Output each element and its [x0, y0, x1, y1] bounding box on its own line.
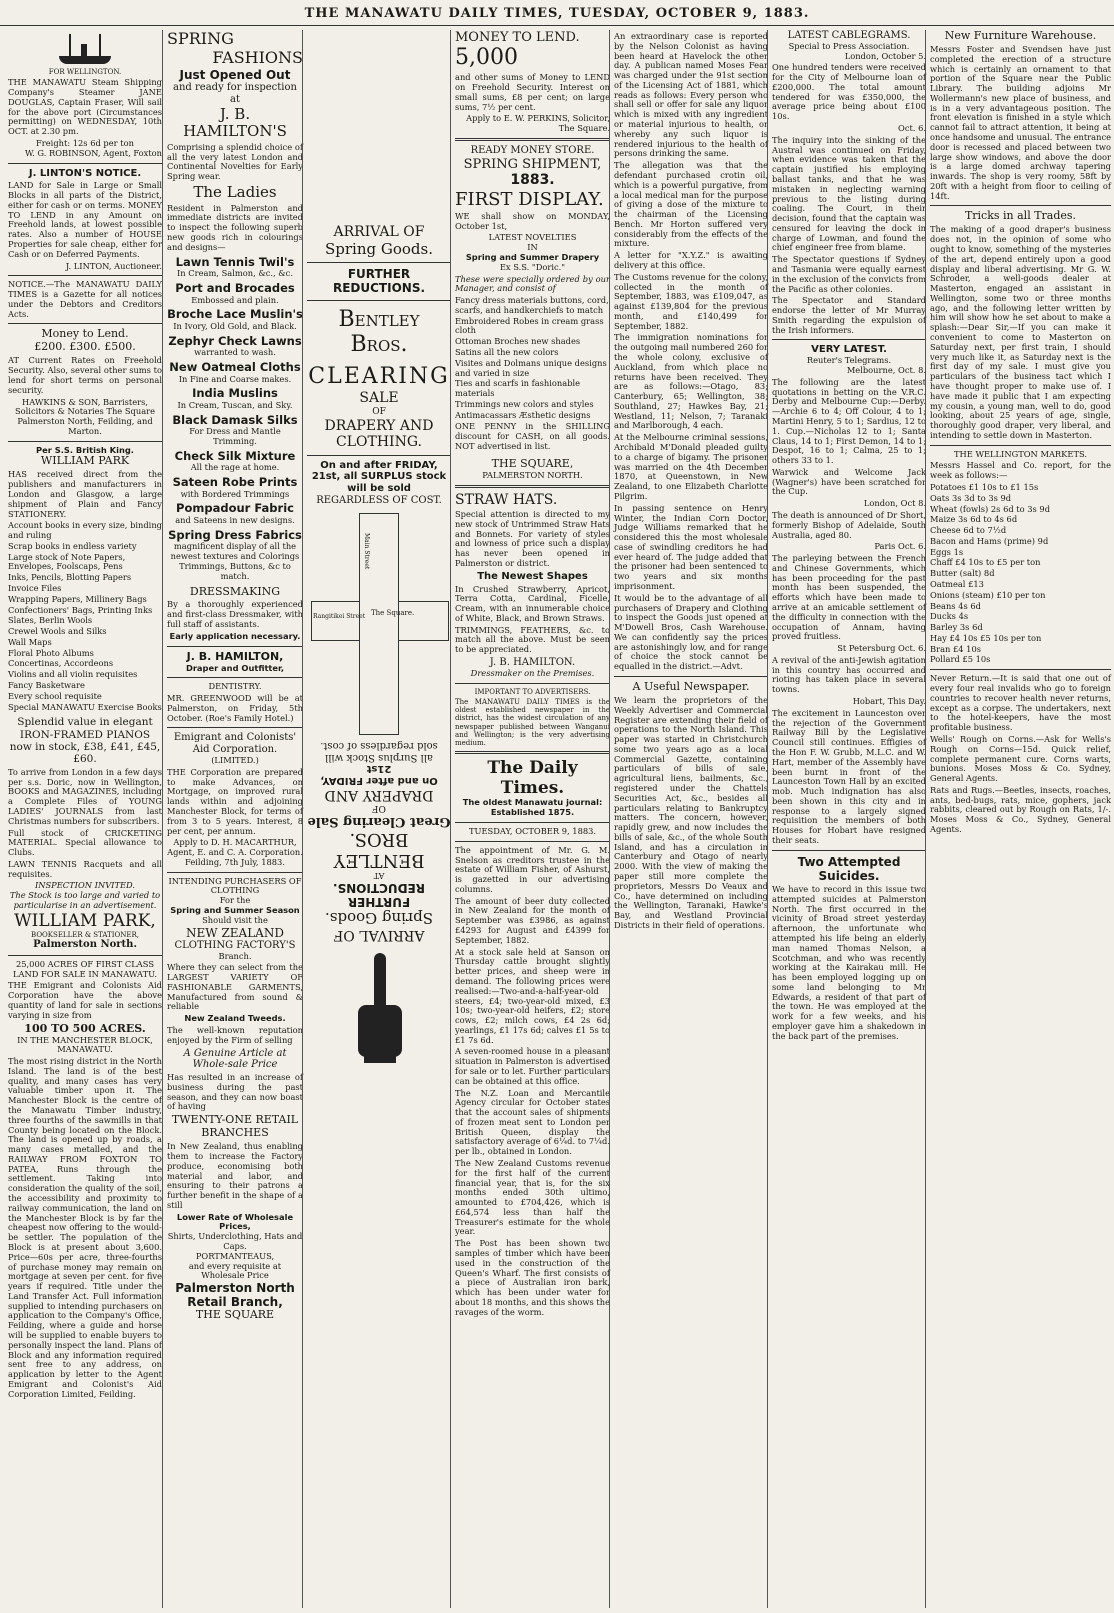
list-item: Wrapping Papers, Millinery Bags: [8, 593, 147, 604]
wellknown: The well-known reputation enjoyed by the Firm of selling: [167, 1024, 303, 1045]
list-item: Large stock of Note Papers, Envelopes, Foolscaps, Pens: [8, 551, 126, 572]
cable-item: The parleying between the French and Chinese Governments, which has been proceeding for the past month has been suspended, the efforts which have been made to arrive at an amicable settlement of the difficulty in connection with the occupation of Annam, having proved fruitless.: [772, 553, 926, 642]
hamilton2: J. B. HAMILTON,: [186, 649, 284, 663]
tweeds: New Zealand Tweeds.: [184, 1013, 286, 1024]
everyreq: and every requisite at Wholesale Price: [188, 1260, 282, 1281]
spring: SPRING: [167, 30, 234, 48]
goods-name: New Oatmeal Cloths: [169, 359, 301, 374]
money-amount: 5,000: [455, 45, 518, 71]
dentistry: DENTISTRY.: [208, 681, 262, 692]
useful-title: A Useful Newspaper.: [632, 680, 750, 693]
clearing: CLEARING: [308, 364, 450, 390]
dateline: Paris Oct. 6.: [874, 541, 926, 552]
we-shall: WE shall show on MONDAY, October 1st,: [455, 210, 610, 231]
column-7: [925, 30, 1114, 1608]
column-5: [609, 30, 772, 1608]
drapery-title: Spring and Summer Drapery: [465, 251, 600, 262]
regardless: REGARDLESS OF COST.: [316, 494, 442, 506]
dressmaking: DRESSMAKING: [189, 584, 281, 598]
list-item: Butter (salt) 8d: [930, 568, 995, 579]
very-latest: VERY LATEST.: [811, 344, 887, 356]
dateline: London, Oct 8.: [863, 498, 926, 509]
news-item: The Customs revenue for the colony, collected in the month of September, 1883, was £109,047, as against £139,804 for the previous month, and £140,499 for September, 1882.: [614, 271, 768, 331]
cable-item: The excitement in Launceston over the rejection of the Government Railway Bill by the Legislative Council still continues. Effigies of the Hon F. W. Grubb, M.L.C. and W. Hart, member of the Assembly have been burnt in front of the Launceston Town Hall by an excited mob. Much indignation has also been shown in this city and in response to a largely signed requisition the members of both Houses for Hobart have resigned their seats.: [772, 707, 926, 845]
flip-of: OF: [372, 803, 386, 814]
portmanteaus: PORTMANTEAUS,: [195, 1250, 275, 1261]
news-item: It would be to the advantage of all purchasers of Drapery and Clothing to inspect the Goods just opened at M'Dowell Bros, Cash Warehouse. We can confidently say the prices are astonishingly low, and for range of choice the stock cannot be equalled in the district.—Advt.: [614, 592, 768, 672]
news-item: The allegation was that the defendant purchased crotin oil, which is a powerful purgative, from a local medical man for the purpose of giving a dose of the mixture to the chairman of the Licensing Bench. Mr Horton suffered very considerably from the effects of the mixture.: [614, 160, 768, 249]
arrival-ad: [307, 224, 451, 507]
column-3: [302, 30, 455, 1608]
where: Where they can select from the LARGEST VARIETY OF FASHIONABLE GARMENTS, Manufactured from sound & reliable: [167, 962, 303, 1012]
books-text: To arrive from London in a few days per s.s. Doric, now in Wellington, BOOKS and MAGAZINES, including a Complete Files of YOUNG LADIES' JOURNALS from last Christmas numbers for subscribers.: [8, 766, 162, 826]
just-opened: Just Opened Out: [179, 67, 291, 82]
flip-drapery: DRAPERY AND: [324, 786, 434, 803]
money-apply: Apply to E. W. PERKINS, Solicitor, The Square.: [466, 113, 610, 134]
money-lend-text: and other sums of Money to LEND on Freehold Security. Interest on small sums, £8 per cent; on large sums, 7½ per cent.: [455, 72, 610, 112]
hamilton: J. B. HAMILTON'S: [183, 104, 287, 141]
pianos: Splendid value in elegant IRON-FRAMED PIANOS now in stock, £38, £41, £45, £60.: [9, 716, 161, 766]
markets-title: THE WELLINGTON MARKETS.: [953, 448, 1087, 459]
goods-name: Spring Dress Fabrics: [168, 527, 302, 542]
news-item: At a stock sale held at Sanson on Thursday cattle brought slightly better prices, and sheep were in demand. The following prices were realised:—Two-and-a-half-year-old steers, £4; two-year-old mixed, £3 10s; two-year-old heifers, £2; store cows, £2; milch cows, £4 2s 6d; yearlings, £1 17s 6d; calves £1 5s to £1 7s 6d.: [455, 946, 610, 1045]
limited: (LIMITED.): [211, 755, 259, 766]
list-item: Inks, Pencils, Blotting Papers: [8, 572, 132, 583]
cable-item: A revival of the anti-Jewish agitation in this country has occurred and rioting has taken place in several towns.: [772, 654, 926, 695]
arrival-ad-inverted: [307, 739, 451, 943]
arrival-line1: ARRIVAL OF: [333, 224, 425, 240]
acres-body: The most rising district in the North Island. The land is of the best quality, and many cases has very valuable timber upon it. The Manchester Block is the centre of the Manawatu Timber industry, three fourths of the sawmills in that County being located on the Block. The land is opened up by roads, a many cases metalled, and the RAILWAY FROM FOXTON TO PATEA, Runs through the settlement. Taking into consideration the quality of the soil, the accessibility and proximity to railway communication, the land on the Manchester Block is by far the cheapest now offering to the would-be settler. The population of the Block is at present about 3,600. Price—60s per acre, three-fourths of purchase money may remain on mortgage at seven per cent. for five years if required. Title under the Land Transfer Act. Full information supplied to intending purchasers on application to the Company's Office, Feilding, where a guide and horse will be supplied to enable buyers to personally inspect the land. Plans of Block and any information required sent free to any address, on application by letter to the Agent Emigrant and Colonist's Aid Corporation Limited, Feilding.: [8, 1056, 162, 1399]
cable-item: One hundred tenders were received for the City of Melbourne loan of £200,000. The total amount tendered for was £350,000, the average price being about £100 10s.: [772, 62, 926, 122]
list-item: Trimmings new colors and styles: [455, 398, 594, 409]
wells-corns: Wells' Rough on Corns.—Ask for Wells's Rough on Corns—15d. Quick relief, complete permanent cure. Corns warts, bunions. Moses Moss & Co. Sydney, General Agents.: [930, 733, 1111, 784]
list-item: Satins all the new colors: [455, 347, 559, 357]
dress-text: By a thoroughly experienced and first-class Dressmaker, with full staff of assistants.: [167, 599, 303, 630]
flip-bentley: BENTLEY BROS.: [333, 828, 425, 871]
list-item: Scrap books in endless variety: [8, 540, 137, 551]
dateline: Melbourne, Oct. 8.: [846, 365, 926, 376]
list-item: Barley 3s 6d: [930, 622, 983, 633]
goods-desc: with Bordered Trimmings: [180, 488, 290, 499]
bentley-bros: Bentley Bros.: [338, 306, 420, 358]
pointing-hand-icon: [344, 953, 414, 1063]
goods-desc: and Sateens in new designs.: [175, 515, 295, 526]
linton-title: J. LINTON'S NOTICE.: [28, 167, 142, 179]
dateline: Hobart, This Day.: [852, 696, 926, 707]
money-text: AT Current Rates on Freehold Security. Also, several other sums to lend for short terms on personal security.: [8, 355, 162, 395]
goods-name: Black Damask Silks: [172, 412, 298, 427]
goods-desc: In Ivory, Old Gold, and Black.: [173, 320, 297, 331]
list-item: Antimacassars Æsthetic designs: [455, 409, 591, 420]
list-item: Fancy Basketware: [8, 680, 85, 691]
first-display: FIRST DISPLAY.: [455, 188, 604, 210]
flip-arrival: ARRIVAL OF: [333, 926, 425, 943]
latest-novelties: LATEST NOVELTIES: [488, 232, 577, 243]
list-item: Wall Maps: [8, 636, 52, 647]
branches-text: In New Zealand, thus enabling them to increase the Factory produce, economising both material and labor, and ensuring to their patrons a further benefit in the shape of a still: [167, 1141, 303, 1210]
park-big: WILLIAM PARK,: [14, 910, 156, 931]
agent: W. G. ROBINSON, Agent, Foxton: [25, 147, 162, 158]
map-label-square: The Square.: [371, 608, 415, 617]
list-item: Visites and Dolmans unique designs and varied in size: [455, 357, 607, 378]
list-item: Hay £4 10s £5 10s per ton: [930, 632, 1042, 643]
park-sub: BOOKSELLER & STATIONER,: [31, 930, 139, 939]
flip-surplus: all Surplus Stock will: [325, 751, 433, 763]
square: THE SQUARE: [195, 1308, 275, 1322]
gazette-notice: NOTICE.—The MANAWATU DAILY TIMES is a Gazette for all notices under the Debtors and Creditors Acts.: [8, 279, 162, 319]
flip-great: Great Clearing Sale: [307, 813, 451, 829]
goods-desc: In Fine and Coarse makes.: [178, 373, 292, 384]
corp-text: THE Corporation are prepared to make Advances, on Mortgage, on improved rural lands within and adjoining Manchester Block, for terms of from 3 to 5 years. Interest, 8 per cent, per annum.: [167, 766, 303, 836]
list-item: Ducks 4s: [930, 611, 969, 622]
shipment: SPRING SHIPMENT,: [463, 156, 602, 172]
tricks-text: The making of a good draper's business does not, in the opinion of some who ought to know, something of the mysteries of the art, depend entirely upon a good display and liberal advertising. Mr G. W. Schroder, a well-goods dealer at Masterton, engaged an assistant in Wellington, some two or three months ago, and the following letter written by him will show how he set about to make a splash:—Dear Sir,—If you can make it convenient to come to Masterton on Saturday next, per first train, I should very much like it, as Saturday next is the first day of my sale. I must give you particulars of the business tact which I have thought proper to make use of. I have made it public that I am expecting my cousin, a young man, well to do, good looking, about 25 years of age, single, thoroughly good draper, very liberal, and intending to settle down in Masterton.: [930, 224, 1111, 440]
ladies: The Ladies: [193, 183, 277, 201]
map-label-rangitikei: Rangitikei Street: [313, 612, 366, 620]
map-label-main: Main Street: [363, 532, 371, 570]
latest-cablegrams: LATEST CABLEGRAMS.: [787, 30, 911, 41]
dentist-text: MR. GREENWOOD will be at Palmerston, on Friday, 5th October. (Roe's Family Hotel.): [167, 693, 303, 723]
important-title: IMPORTANT TO ADVERTISERS.: [474, 687, 591, 696]
list-item: Invoice Files: [8, 582, 62, 593]
suicides-text: We have to record in this issue two attempted suicides at Palmerston North. The first occurred in the vicinity of Broad street yesterday afternoon, the unfortunate who attempted his life being an elderly man named Thomas Nelson, a Scotchman, and who was recently working at the Kairakau mill. He has been employed logging up on some land belonging to Mr Edwards, a resident of that part of the town. He was employed at the work for a few weeks, and his employer gave him a shakedown in the back part of the premises.: [772, 884, 926, 1041]
furniture-text: Messrs Foster and Svendsen have just completed the erection of a structure which is certainly an ornament to that portion of the Square near the Public Library. The building adjoins Mr Wollermann's new place of business, and is in a very advantageous position. The front elevation is finished in a style which cannot fail to attract attention, it being at once handsome and unusual. The entrance door is recessed and placed between two large show windows, and above the door is a large domed archway tapering inwards. The shop is very roomy, 58ft by 20ft with a height from floor to ceiling of 14ft.: [930, 43, 1111, 201]
shirts: Shirts, Underclothing, Hats and Caps.: [167, 1231, 303, 1252]
goods-desc: Embossed and plain.: [191, 294, 279, 305]
intending: INTENDING PURCHASERS OF CLOTHING: [168, 875, 302, 896]
list-item: Pollard £5 10s: [930, 654, 991, 665]
news-item: The immigration nominations for the outgoing mail numbered 260 for the whole colony, exclusive of Auckland, from which place no returns have been received. They are as follows:—Otago, 83; Canterbury, 65; Wellington, 38; Southland, 27; Hawkes Bay, 21; Westland, 11; Nelson, 7; Taranaki and Marlborough, 4 each.: [614, 332, 768, 431]
oldest-journal: The oldest Manawatu journal: Established 1875.: [462, 797, 603, 818]
news-item: An extraordinary case is reported by the Nelson Colonist as having been heard at Havelock the other day. A publican named Moses Fear was charged under the 91st section of the Licensing Act of 1881, which reads as follows: Every person who shall sell or offer for sale any liquor which is mixed with any ingredient or material injurious to health, or whereby any such liquor is rendered injurious to the health of persons drinking the same.: [614, 31, 768, 159]
news-item: A seven-roomed house in a pleasant situation in Palmerston is advertised for sale or to let. Further particulars can be obtained at this office.: [455, 1046, 610, 1086]
suicides-title: Two Attempted Suicides.: [797, 854, 901, 883]
reuters: Reuter's Telegrams.: [806, 355, 892, 366]
list-item: Every school requisite: [8, 690, 102, 701]
goods-name: Zephyr Check Lawns: [168, 333, 302, 348]
cable-item: Warwick and Welcome Jack (Wagner's) have been scratched for the Cup.: [772, 466, 926, 497]
column-6: [767, 30, 930, 1608]
cable-item: The inquiry into the sinking of the Austral was continued on Friday, when evidence was taken that the captain justified his employing ballast tanks, and that he was mistaken in neglecting warning previous to the listing during coaling. The Court, in their decision, found that the captain was censured for leaving the dock in charge of Lowman, and found the chief engineer free from blame.: [772, 134, 926, 253]
cable-item: The death is announced of Dr Short, formerly Bishop of Adelaide, South Australia, aged 80.: [772, 509, 926, 540]
list-item: Floral Photo Albums: [8, 647, 94, 658]
street-map: [311, 513, 447, 733]
list-item: Account books in every size, binding and ruling: [8, 520, 162, 541]
for-the: For the: [219, 895, 251, 906]
goods-name: India Muslins: [192, 386, 278, 401]
news-item: A letter for "X.Y.Z." is awaiting delivery at this office.: [614, 250, 768, 270]
never-return: Never Return.—It is said that one out of every four real invalids who go to foreign countries to recover health never returns, except as a corpse. The undertakers, next to the hotel-keepers, have the most profitable business.: [930, 673, 1111, 733]
park-town: Palmerston North.: [33, 939, 137, 951]
further-reductions: FURTHER REDUCTIONS.: [332, 267, 426, 296]
list-item: Ties and scarfs in fashionable materials: [455, 378, 581, 399]
palmerston-north: PALMERSTON NORTH.: [482, 469, 583, 480]
list-item: Slates, Berlin Wools: [8, 615, 93, 626]
genuine: A Genuine Article at Whole-sale Price: [183, 1047, 287, 1071]
of: OF: [372, 406, 386, 417]
money-title: Money to Lend.: [41, 327, 129, 341]
emigrant: Emigrant and Colonists' Aid Corporation.: [173, 732, 297, 756]
season: Spring and Summer Season: [170, 905, 300, 915]
sale: SALE: [359, 390, 399, 407]
list-item: Special MANAWATU Exercise Books: [8, 701, 162, 712]
cricket: Full stock of CRICKETING MATERIAL. Special allowance to Clubs.: [8, 827, 162, 858]
twentyone: TWENTY-ONE RETAIL BRANCHES: [171, 1113, 299, 1140]
news-item: At the Melbourne criminal sessions, Archibald M'Donald pleaded guilty to a charge of bigamy. The prisoner was married on the 4th December 1870, at Queenstown, in New Zealand, to one Elizabeth Charlotte Pilgrim.: [614, 432, 768, 501]
ready-money: READY MONEY STORE.: [470, 144, 595, 156]
money-amounts: £200. £300. £500.: [34, 340, 136, 354]
money-lend-title: MONEY TO LEND.: [455, 30, 580, 45]
the-square: THE SQUARE,: [491, 456, 574, 470]
column-1: [4, 30, 166, 1608]
cable-item: The Spectator questions if Sydney and Tasmania were equally earnest in the exclusion of the convicts from the Pacific as other colonies.: [772, 254, 926, 294]
newest-shapes: The Newest Shapes: [477, 570, 588, 582]
list-item: Eggs 1s: [930, 546, 964, 557]
linton-text: LAND for Sale in Large or Small Blocks in all parts of the District, either for cash or on terms. MONEY TO LEND in any Amount on Freehold lands, at lowest possible rates. Also a number of HOUSE Properties for sale cheap, either for Cash or on Deferred Payments.: [8, 180, 162, 259]
acres-range: 100 TO 500 ACRES.: [24, 1021, 146, 1035]
list-item: Concertinas, Accordeons: [8, 658, 114, 669]
list-item: Oats 3s 3d to 3s 9d: [930, 492, 1012, 503]
goods-desc: magnificent display of all the newest textures and Colorings Trimmings, Buttons, &c to match.: [170, 541, 300, 581]
dressmaker: Dressmaker on the Premises.: [470, 667, 595, 678]
flip-onafter: On and after FRIDAY, 21st: [320, 763, 438, 786]
draper: Draper and Outfitter,: [185, 662, 285, 673]
markets-sub: Messrs Hassel and Co. report, for the week as follows:—: [930, 460, 1111, 481]
list-item: Ottoman Broches new shades: [455, 336, 581, 347]
clothing: CLOTHING.: [336, 434, 422, 451]
for-wellington: FOR WELLINGTON.: [48, 68, 122, 76]
linton-signature: J. LINTON, Auctioneer.: [65, 260, 162, 271]
hamilton-sig: J. B. HAMILTON.: [489, 657, 576, 669]
list-item: Crewel Wools and Silks: [8, 626, 107, 637]
comprising: Comprising a splendid choice of all the very latest London and Continental Novelties for Early Spring wear.: [167, 141, 303, 182]
goods-table: [455, 296, 610, 420]
goods-desc: For Dress and Mantle Trimming.: [189, 426, 281, 446]
straw-hats: STRAW HATS.: [455, 491, 558, 508]
cable-item: The following are the latest quotations in betting on the V.R.C. Derby and Melbourne Cup:—Derby.—Archie 6 to 4; Off Colour, 4 to 1; Martini Henry, 5 to 1; Sardius, 12 to 1. Cup.—Nicholas 12 to 1; Santa Claus, 14 to 1; First Demon, 14 to 1; Despot, 16 to 1; Calma, 25 to 1; others 33 to 1.: [772, 376, 926, 466]
ready: and ready for inspection at: [173, 81, 297, 105]
factory: CLOTHING FACTORY'S: [174, 939, 296, 951]
flip-at: AT: [373, 871, 385, 881]
news-item: The New Zealand Customs revenue for the first half of the current financial year, that is, for the six months ended 30th ultimo, amounted to £704,426, which is £64,574 less than half the Treasurer's estimate for the whole year.: [455, 1158, 610, 1237]
goods-desc: In Cream, Tuscan, and Sky.: [177, 399, 293, 410]
list-item: Bacon and Hams (prime) 9d: [930, 535, 1049, 546]
tricks-title: Tricks in all Trades.: [964, 209, 1077, 223]
list-item: Onions (steam) £10 per ton: [930, 589, 1046, 600]
news-item: The Post has been shown two samples of timber which have been used in the construction of the Queen's Wharf. The first consists of a piece of Australian iron bark, which has been under water for about 18 months, and this shows the ravages of the worm.: [455, 1238, 610, 1317]
trimmings: TRIMMINGS, FEATHERS, &c. to match all the above. Must be seen to be appreciated.: [455, 624, 610, 655]
goods-list: [167, 256, 303, 582]
goods-name: Lawn Tennis Twil's: [175, 254, 295, 269]
in: IN: [527, 242, 538, 253]
list-item: Potatoes £1 10s to £1 15s: [930, 481, 1039, 492]
dateline: London, October 5.: [844, 50, 926, 61]
park-items: [8, 521, 162, 712]
early: Early application necessary.: [169, 630, 301, 641]
flip-spring: Spring Goods.: [325, 909, 433, 928]
invited-note: The Stock is too large and varied to particularise in an advertisement.: [9, 890, 161, 911]
dateline: Oct. 6.: [898, 123, 926, 134]
acres-block: IN THE MANCHESTER BLOCK, MANAWATU.: [17, 1034, 153, 1055]
steamer-notice: THE MANAWATU Steam Shipping Company's Steamer JANE DOUGLAS, Captain Fraser, Will sail for the above port (Circumstances permitting) on WEDNESDAY, 10th OCT. at 2.30 pm.: [8, 77, 162, 137]
special-press: Special to Press Association.: [788, 40, 910, 51]
news-item: In passing sentence on Henry Winter, the Indian Corn Doctor, Judge Williams remarked that he considered this the most wholesale case of swindling creditors he had ever heard of. The judge added that the prisoner had been sentenced to two years and six months imprisonment.: [614, 502, 768, 591]
goods-name: Check Silk Mixture: [174, 448, 296, 463]
branch: Branch.: [218, 950, 252, 961]
park-title: WILLIAM PARK: [40, 454, 130, 468]
column-2: [162, 30, 307, 1608]
acres-title: 25,000 ACRES OF FIRST CLASS LAND FOR SALE IN MANAWATU.: [12, 958, 157, 979]
flip-sold: sold regardless of cost.: [320, 739, 438, 751]
inspection-invited: INSPECTION INVITED.: [34, 880, 136, 891]
daily-times-title: The Daily Times.: [487, 758, 578, 799]
ex-ss: Ex S.S. "Doric.": [499, 261, 566, 272]
list-item: Wheat (fowls) 2s 6d to 3s 9d: [930, 503, 1051, 514]
list-item: Beans 4s 6d: [930, 600, 981, 611]
goods-desc: warranted to wash.: [194, 347, 276, 358]
corp-signature: Apply to D. H. MACARTHUR, Agent, E. and C. A. Corporation. Feilding, 7th July, 1883.: [167, 837, 303, 867]
on-after: On and after FRIDAY, 21st, all SURPLUS stock will be sold: [311, 459, 447, 495]
masthead: THE MANAWATU DAILY TIMES, TUESDAY, OCTOBER 9, 1883.: [0, 6, 1114, 26]
flip-further: FURTHER REDUCTIONS.: [332, 880, 426, 909]
list-item: Fancy dress materials buttons, cord, scarfs, and handkerchiefs to match: [455, 295, 609, 315]
pn-branch: Palmerston North Retail Branch,: [175, 1281, 295, 1310]
list-item: Maize 3s 6d to 4s 6d: [930, 514, 1018, 525]
resident: Resident in Palmerston and immediate districts are invited to inspect the following superb new goods rich in colourings and designs—: [167, 202, 303, 252]
freight: Freight: 12s 6d per ton: [36, 137, 134, 148]
list-item: Chaff £4 10s to £5 per ton: [930, 557, 1041, 568]
hawkins: HAWKINS & SON, Barristers, Solicitors & Notaries The Square Palmerston North, Feilding, and Marton.: [14, 396, 156, 436]
ss-title: Per S.S. British King.: [36, 444, 134, 455]
column-4: [450, 30, 614, 1608]
result: Has resulted in an increase of business during the past season, and they can now boast of having: [167, 1072, 303, 1112]
year: 1883.: [510, 172, 555, 189]
lawn-tennis: LAWN TENNIS Racquets and all requisites.: [8, 858, 162, 879]
dateline: TUESDAY, OCTOBER 9, 1883.: [468, 826, 597, 837]
news-item: The N.Z. Loan and Mercantile Agency circular for October states that the account sales of shipments of frozen meat sent to London per British Queen, display the satisfactory average of 6¼d. to 7¼d. per lb., obtained in London.: [455, 1087, 610, 1157]
furniture-title: New Furniture Warehouse.: [944, 30, 1097, 42]
one-penny: ONE PENNY in the SHILLING discount for CASH, on all goods. NOT advertised in list.: [455, 421, 610, 452]
news-item: The appointment of Mr. G. M. Snelson as creditors trustee in the estate of William Fisher, of Ashurst, is gazetted in our advertising columns.: [455, 844, 610, 894]
useful-text: We learn the proprietors of the Weekly Advertiser and Commercial Register are extending their field of operations to the North Island. This paper was started in Christchurch some two years ago as a local Commercial Gazette, containing particulars of bills of sale, agricultural liens, bailments, &c., registered under the Chattels Securities Act, &c., besides all particulars relating to Bankruptcy matters. The concern, however, rapidly grew, and now includes the bills of sale, &c., of the whole South Island, and has a circulation in Canterbury and Otago of nearly 2000. With the view of making the paper still more complete the proprietors, Messrs Do Veaux and Co., have determined on including the Wellington, Taranaki, Hawke's Bay, and Westland Provincial Districts in their field of operations.: [614, 694, 768, 930]
cable-item: The Spectator and Standard endorse the letter of Mr Murray Smith regarding the expulsion of the Irish informers.: [772, 295, 926, 335]
straw-text: Special attention is directed to my new stock of Untrimmed Straw Hats and Bonnets. For variety of styles and lowness of price such a display has never been opened in Palmerston or district.: [455, 509, 610, 568]
important-text: The MANAWATU DAILY TIMES is the oldest established newspaper in the district, has the widest circulation of any newspaper published between Wanganui and Wellington; is the very advertising medium.: [455, 697, 610, 748]
list-item: Violins and all violin requisites: [8, 669, 138, 680]
park-text: HAS received direct from the publishers and manufacturers in London and Glasgow, a large shipment of Plain and Fancy STATIONERY.: [8, 469, 162, 519]
fashions: FASHIONS: [212, 47, 303, 67]
list-item: Bran £4 10s: [930, 643, 982, 654]
goods-name: Pompadour Fabric: [176, 501, 294, 516]
should: Should visit the: [202, 914, 268, 925]
list-item: Confectioners' Bags, Printing Inks: [8, 604, 153, 615]
dateline: St Petersburg Oct. 6.: [837, 643, 926, 654]
list-item: Cheese 6d to 7½d: [930, 525, 1007, 536]
arrival-line2: Spring Goods.: [325, 239, 433, 258]
lower: Lower Rate of Wholesale Prices,: [176, 1211, 294, 1232]
list-item: Oatmeal £13: [930, 579, 984, 589]
goods-desc: All the rage at home.: [190, 462, 280, 473]
markets-list: [930, 483, 1111, 665]
goods-name: Broche Lace Muslin's: [167, 307, 303, 322]
acres-text: THE Emigrant and Colonists Aid Corporation have the above quantity of land for sale in sections varying in size from: [8, 980, 162, 1020]
goods-desc: In Cream, Salmon, &c., &c.: [177, 268, 293, 279]
news-item: The amount of beer duty collected in New Zealand for the month of September was £3986, as against £4293 for August and £4399 for September, 1882.: [455, 895, 610, 945]
nz: NEW ZEALAND: [186, 925, 284, 940]
goods-name: Port and Brocades: [175, 280, 295, 295]
list-item: Embroidered Robes in cream grass cloth: [455, 315, 604, 336]
goods-name: Sateen Robe Prints: [172, 475, 298, 490]
rough-on-rats: Rats and Rugs.—Beetles, insects, roaches, ants, bed-bugs, rats, mice, gophers, jack rabbits, cleared out by Rough on Rats, 1/-. Moses Moss & Co., Sydney, General Agents.: [930, 784, 1111, 834]
these: These were specially ordered by our Manager, and consist of: [455, 273, 610, 294]
drapery: DRAPERY AND: [324, 417, 434, 434]
steamship-icon: [55, 32, 115, 66]
newest-text: In Crushed Strawberry, Apricot, Terra Cotta, Cardinal, Ficelle, Cream, with an innumerable choice of White, Black, and Brown Straws.: [455, 583, 610, 623]
